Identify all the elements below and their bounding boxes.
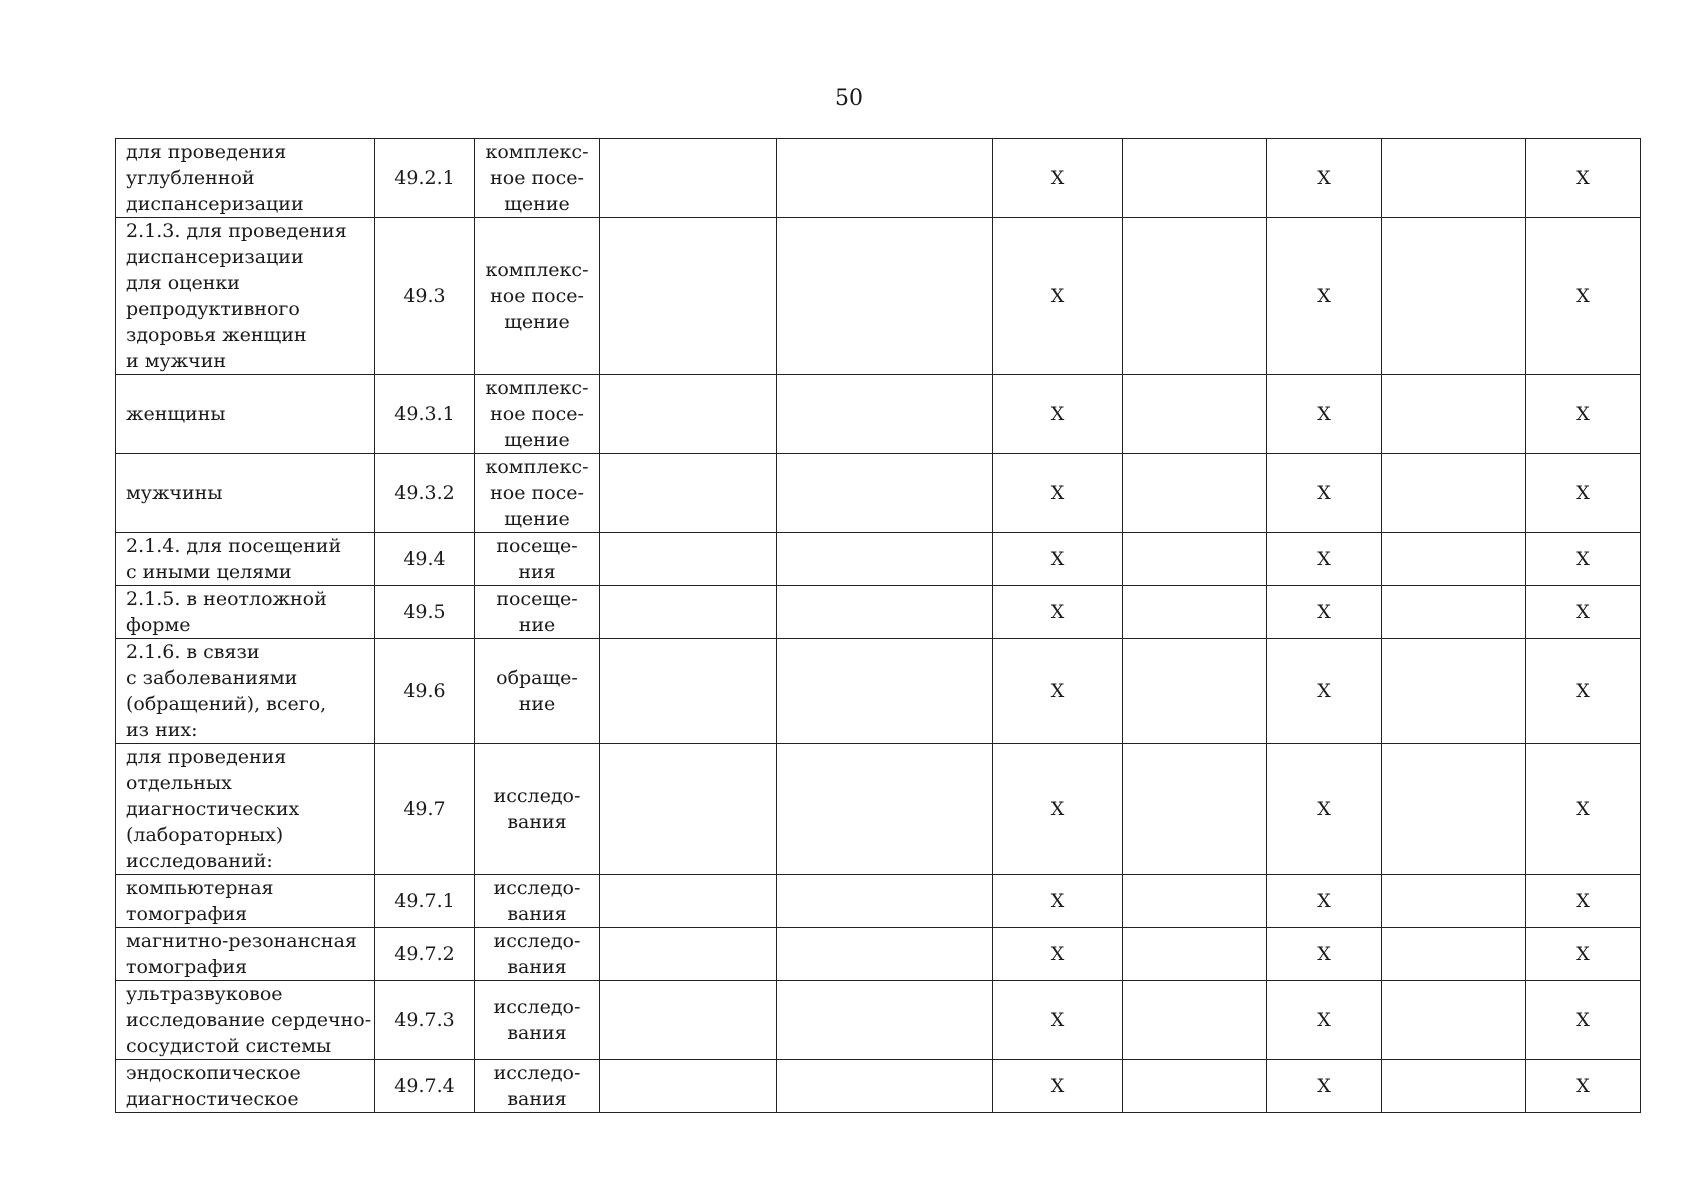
indicator-name-cell xyxy=(116,875,375,928)
x-mark-cell-text: X xyxy=(1576,167,1590,189)
x-mark-cell xyxy=(993,586,1123,639)
row-code-cell xyxy=(375,218,475,375)
unit-cell xyxy=(475,981,600,1060)
x-mark-cell xyxy=(993,639,1123,744)
empty-cell xyxy=(600,928,777,981)
empty-cell xyxy=(1123,875,1267,928)
x-mark-cell xyxy=(1267,1060,1382,1113)
empty-cell xyxy=(1382,1060,1526,1113)
empty-cell xyxy=(1123,533,1267,586)
x-mark-cell xyxy=(993,928,1123,981)
x-mark-cell xyxy=(1267,981,1382,1060)
unit-cell xyxy=(475,1060,600,1113)
unit-cell-text: посеще- ние xyxy=(496,588,578,636)
unit-cell xyxy=(475,139,600,218)
x-mark-cell-text: X xyxy=(1576,403,1590,425)
empty-cell xyxy=(600,639,777,744)
x-mark-cell-text: X xyxy=(1050,1075,1065,1097)
indicator-name-cell xyxy=(116,928,375,981)
row-code-cell xyxy=(375,981,475,1060)
x-mark-cell xyxy=(993,981,1123,1060)
x-mark-cell xyxy=(1526,139,1641,218)
empty-cell xyxy=(1382,928,1526,981)
unit-cell-text: комплекс- ное посе- щение xyxy=(485,377,589,451)
empty-cell xyxy=(1123,218,1267,375)
unit-cell-text: обраще- ние xyxy=(496,667,578,715)
table-body xyxy=(116,139,1641,1113)
unit-cell xyxy=(475,639,600,744)
empty-cell xyxy=(777,744,993,875)
x-mark-cell-text: X xyxy=(1317,601,1331,623)
indicator-name-cell xyxy=(116,533,375,586)
unit-cell-text: комплекс- ное посе- щение xyxy=(485,259,589,333)
table-row xyxy=(116,139,1641,218)
row-code-cell xyxy=(375,454,475,533)
x-mark-cell-text: X xyxy=(1317,1009,1331,1031)
x-mark-cell xyxy=(993,375,1123,454)
indicator-name-cell-text: 2.1.6. в связи с заболеваниями (обращений), всего, из них: xyxy=(126,641,327,741)
unit-cell-text: посеще- ния xyxy=(496,535,578,583)
x-mark-cell xyxy=(1526,1060,1641,1113)
row-code-cell xyxy=(375,744,475,875)
row-code-cell xyxy=(375,928,475,981)
indicator-name-cell xyxy=(116,1060,375,1113)
indicator-name-cell-text: 2.1.4. для посещений с иными целями xyxy=(126,535,342,583)
x-mark-cell-text: X xyxy=(1050,798,1065,820)
empty-cell xyxy=(600,744,777,875)
indicator-name-cell xyxy=(116,981,375,1060)
x-mark-cell xyxy=(1267,533,1382,586)
x-mark-cell xyxy=(1267,375,1382,454)
x-mark-cell-text: X xyxy=(1576,482,1590,504)
row-code-cell xyxy=(375,639,475,744)
x-mark-cell-text: X xyxy=(1576,798,1590,820)
x-mark-cell-text: X xyxy=(1317,890,1331,912)
table-row xyxy=(116,586,1641,639)
empty-cell xyxy=(600,454,777,533)
x-mark-cell-text: X xyxy=(1317,285,1331,307)
x-mark-cell xyxy=(1526,639,1641,744)
empty-cell xyxy=(1382,875,1526,928)
unit-cell xyxy=(475,744,600,875)
empty-cell xyxy=(600,218,777,375)
unit-cell-text: комплекс- ное посе- щение xyxy=(485,141,589,215)
empty-cell xyxy=(600,139,777,218)
x-mark-cell xyxy=(1526,928,1641,981)
row-code-cell-text: 49.7.1 xyxy=(394,890,455,912)
indicator-name-cell xyxy=(116,375,375,454)
x-mark-cell-text: X xyxy=(1576,680,1590,702)
indicator-name-cell-text: 2.1.3. для проведения диспансеризации для оценки репродуктивного здоровья женщин и мужчин xyxy=(126,220,347,372)
x-mark-cell xyxy=(993,533,1123,586)
data-table xyxy=(115,138,1641,1113)
row-code-cell-text: 49.7 xyxy=(403,798,446,820)
empty-cell xyxy=(1123,375,1267,454)
empty-cell xyxy=(1382,454,1526,533)
indicator-name-cell-text: мужчины xyxy=(126,482,223,504)
empty-cell xyxy=(600,1060,777,1113)
x-mark-cell xyxy=(1267,586,1382,639)
x-mark-cell xyxy=(1267,744,1382,875)
empty-cell xyxy=(777,1060,993,1113)
empty-cell xyxy=(777,533,993,586)
empty-cell xyxy=(1382,533,1526,586)
unit-cell xyxy=(475,218,600,375)
x-mark-cell-text: X xyxy=(1576,1009,1590,1031)
row-code-cell xyxy=(375,375,475,454)
unit-cell-text: исследо- вания xyxy=(493,930,581,978)
indicator-name-cell-text: эндоскопическое диагностическое xyxy=(126,1062,301,1110)
row-code-cell xyxy=(375,1060,475,1113)
row-code-cell-text: 49.7.4 xyxy=(394,1075,455,1097)
indicator-name-cell xyxy=(116,454,375,533)
empty-cell xyxy=(1123,1060,1267,1113)
x-mark-cell-text: X xyxy=(1050,943,1065,965)
indicator-name-cell-text: для проведения отдельных диагностических (лабораторных) исследований: xyxy=(126,746,300,872)
x-mark-cell-text: X xyxy=(1576,548,1590,570)
empty-cell xyxy=(1123,586,1267,639)
x-mark-cell-text: X xyxy=(1317,482,1331,504)
x-mark-cell xyxy=(993,875,1123,928)
x-mark-cell-text: X xyxy=(1050,482,1065,504)
empty-cell xyxy=(1382,375,1526,454)
x-mark-cell xyxy=(1267,875,1382,928)
x-mark-cell-text: X xyxy=(1576,890,1590,912)
x-mark-cell xyxy=(1267,928,1382,981)
x-mark-cell-text: X xyxy=(1576,601,1590,623)
empty-cell xyxy=(777,928,993,981)
row-code-cell xyxy=(375,875,475,928)
x-mark-cell xyxy=(993,454,1123,533)
x-mark-cell xyxy=(993,744,1123,875)
table-row xyxy=(116,928,1641,981)
empty-cell xyxy=(1123,744,1267,875)
x-mark-cell xyxy=(1526,875,1641,928)
empty-cell xyxy=(1382,139,1526,218)
empty-cell xyxy=(777,586,993,639)
unit-cell xyxy=(475,533,600,586)
x-mark-cell xyxy=(1267,218,1382,375)
x-mark-cell xyxy=(993,1060,1123,1113)
x-mark-cell-text: X xyxy=(1050,601,1065,623)
x-mark-cell-text: X xyxy=(1050,403,1065,425)
x-mark-cell xyxy=(1526,533,1641,586)
x-mark-cell-text: X xyxy=(1050,890,1065,912)
unit-cell xyxy=(475,454,600,533)
indicator-name-cell-text: 2.1.5. в неотложной форме xyxy=(126,588,327,636)
unit-cell-text: исследо- вания xyxy=(493,785,581,833)
empty-cell xyxy=(600,533,777,586)
row-code-cell-text: 49.7.3 xyxy=(394,1009,455,1031)
x-mark-cell-text: X xyxy=(1576,1075,1590,1097)
indicator-name-cell xyxy=(116,744,375,875)
empty-cell xyxy=(777,454,993,533)
row-code-cell-text: 49.3.1 xyxy=(394,403,455,425)
x-mark-cell xyxy=(1526,218,1641,375)
x-mark-cell xyxy=(1267,454,1382,533)
x-mark-cell-text: X xyxy=(1050,548,1065,570)
row-code-cell-text: 49.3 xyxy=(403,285,446,307)
empty-cell xyxy=(600,586,777,639)
row-code-cell-text: 49.2.1 xyxy=(394,167,455,189)
table-row xyxy=(116,218,1641,375)
row-code-cell-text: 49.3.2 xyxy=(394,482,455,504)
unit-cell xyxy=(475,586,600,639)
indicator-name-cell xyxy=(116,218,375,375)
x-mark-cell-text: X xyxy=(1317,943,1331,965)
x-mark-cell-text: X xyxy=(1317,1075,1331,1097)
x-mark-cell-text: X xyxy=(1576,285,1590,307)
empty-cell xyxy=(777,875,993,928)
x-mark-cell xyxy=(1526,981,1641,1060)
x-mark-cell xyxy=(1267,139,1382,218)
row-code-cell xyxy=(375,139,475,218)
x-mark-cell-text: X xyxy=(1317,548,1331,570)
empty-cell xyxy=(1382,218,1526,375)
table-row xyxy=(116,454,1641,533)
empty-cell xyxy=(1123,981,1267,1060)
empty-cell xyxy=(777,639,993,744)
indicator-name-cell xyxy=(116,586,375,639)
x-mark-cell-text: X xyxy=(1576,943,1590,965)
x-mark-cell-text: X xyxy=(1050,285,1065,307)
table-row xyxy=(116,981,1641,1060)
empty-cell xyxy=(1382,981,1526,1060)
table-row xyxy=(116,375,1641,454)
unit-cell xyxy=(475,375,600,454)
x-mark-cell xyxy=(1526,454,1641,533)
empty-cell xyxy=(1382,744,1526,875)
row-code-cell-text: 49.7.2 xyxy=(394,943,455,965)
empty-cell xyxy=(777,981,993,1060)
empty-cell xyxy=(1123,639,1267,744)
x-mark-cell-text: X xyxy=(1050,680,1065,702)
x-mark-cell-text: X xyxy=(1317,403,1331,425)
empty-cell xyxy=(1123,454,1267,533)
table-row xyxy=(116,744,1641,875)
empty-cell xyxy=(600,375,777,454)
unit-cell-text: исследо- вания xyxy=(493,996,581,1044)
unit-cell-text: исследо- вания xyxy=(493,1062,581,1110)
empty-cell xyxy=(1382,639,1526,744)
x-mark-cell xyxy=(993,218,1123,375)
unit-cell xyxy=(475,875,600,928)
unit-cell-text: исследо- вания xyxy=(493,877,581,925)
empty-cell xyxy=(777,218,993,375)
x-mark-cell-text: X xyxy=(1317,680,1331,702)
row-code-cell xyxy=(375,586,475,639)
x-mark-cell xyxy=(1526,586,1641,639)
empty-cell xyxy=(777,139,993,218)
row-code-cell-text: 49.4 xyxy=(403,548,446,570)
table-row xyxy=(116,1060,1641,1113)
empty-cell xyxy=(1123,139,1267,218)
indicator-name-cell-text: для проведения углубленной диспансеризации xyxy=(126,141,304,215)
indicator-name-cell-text: женщины xyxy=(126,403,226,425)
empty-cell xyxy=(1382,586,1526,639)
indicator-name-cell xyxy=(116,639,375,744)
x-mark-cell-text: X xyxy=(1317,798,1331,820)
table-row xyxy=(116,639,1641,744)
empty-cell xyxy=(777,375,993,454)
x-mark-cell xyxy=(1526,375,1641,454)
unit-cell-text: комплекс- ное посе- щение xyxy=(485,456,589,530)
x-mark-cell xyxy=(1526,744,1641,875)
indicator-name-cell-text: ультразвуковое исследование сердечно- сосудистой системы xyxy=(126,983,372,1057)
row-code-cell xyxy=(375,533,475,586)
indicator-name-cell xyxy=(116,139,375,218)
x-mark-cell xyxy=(993,139,1123,218)
x-mark-cell-text: X xyxy=(1050,1009,1065,1031)
empty-cell xyxy=(1123,928,1267,981)
row-code-cell-text: 49.5 xyxy=(403,601,446,623)
empty-cell xyxy=(600,875,777,928)
x-mark-cell-text: X xyxy=(1317,167,1331,189)
indicator-name-cell-text: магнитно-резонансная томография xyxy=(126,930,357,978)
table-row xyxy=(116,875,1641,928)
table-row xyxy=(116,533,1641,586)
row-code-cell-text: 49.6 xyxy=(403,680,446,702)
x-mark-cell-text: X xyxy=(1050,167,1065,189)
empty-cell xyxy=(600,981,777,1060)
page-number: 50 xyxy=(835,86,863,111)
unit-cell xyxy=(475,928,600,981)
x-mark-cell xyxy=(1267,639,1382,744)
indicator-name-cell-text: компьютерная томография xyxy=(126,877,274,925)
